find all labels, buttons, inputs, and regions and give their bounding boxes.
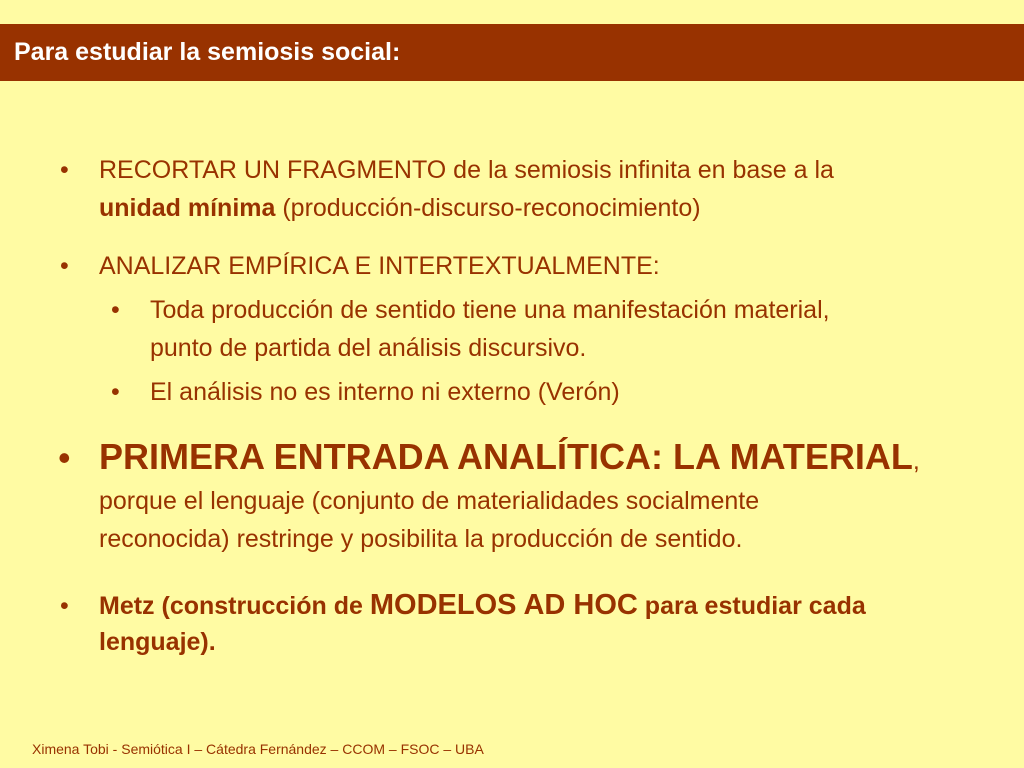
footer: Ximena Tobi - Semiótica I – Cátedra Fernández – CCOM – FSOC – UBA — [32, 741, 484, 757]
item-4-part-3: para estudiar cada — [637, 592, 866, 620]
item-3-heading-line — [99, 434, 920, 488]
subitem-1-line-2: punto de partida del análisis discursivo. — [150, 334, 587, 362]
item-3-heading: PRIMERA ENTRADA ANALÍTICA: LA MATERIAL — [99, 436, 913, 477]
item-4-part-1: Metz (construcción de — [99, 592, 370, 620]
item-1-line-1: RECORTAR UN FRAGMENTO de la semiosis infinita en base a la — [99, 156, 834, 184]
item-1-bold-term: unidad mínima — [99, 194, 276, 222]
sub-bullet-2: • — [111, 378, 120, 406]
title-bar — [0, 24, 1024, 81]
item-3-line-3: reconocida) restringe y posibilita la producción de sentido. — [99, 525, 743, 553]
slide-title: Para estudiar la semiosis social: — [14, 38, 401, 66]
sub-bullet-1: • — [111, 296, 120, 324]
bullet-2: • — [60, 252, 69, 280]
item-3-heading-tail: , — [912, 447, 920, 475]
bullet-1: • — [60, 156, 69, 184]
item-1-line-2 — [99, 189, 701, 227]
bullet-3: • — [58, 437, 71, 478]
item-4-emphasis: MODELOS AD HOC — [369, 589, 638, 621]
item-4-line-1 — [99, 585, 866, 626]
item-3-line-2: porque el lenguaje (conjunto de materialidades socialmente — [99, 487, 760, 515]
item-1-line-2-rest: (producción-discurso-reconocimiento) — [275, 194, 701, 222]
subitem-1-line-1: Toda producción de sentido tiene una manifestación material, — [150, 296, 830, 324]
subitem-2-line-1: El análisis no es interno ni externo (Verón) — [150, 378, 620, 406]
item-2-line-1: ANALIZAR EMPÍRICA E INTERTEXTUALMENTE: — [99, 252, 660, 280]
bullet-4: • — [60, 592, 69, 620]
item-4-line-2: lenguaje). — [99, 628, 216, 656]
